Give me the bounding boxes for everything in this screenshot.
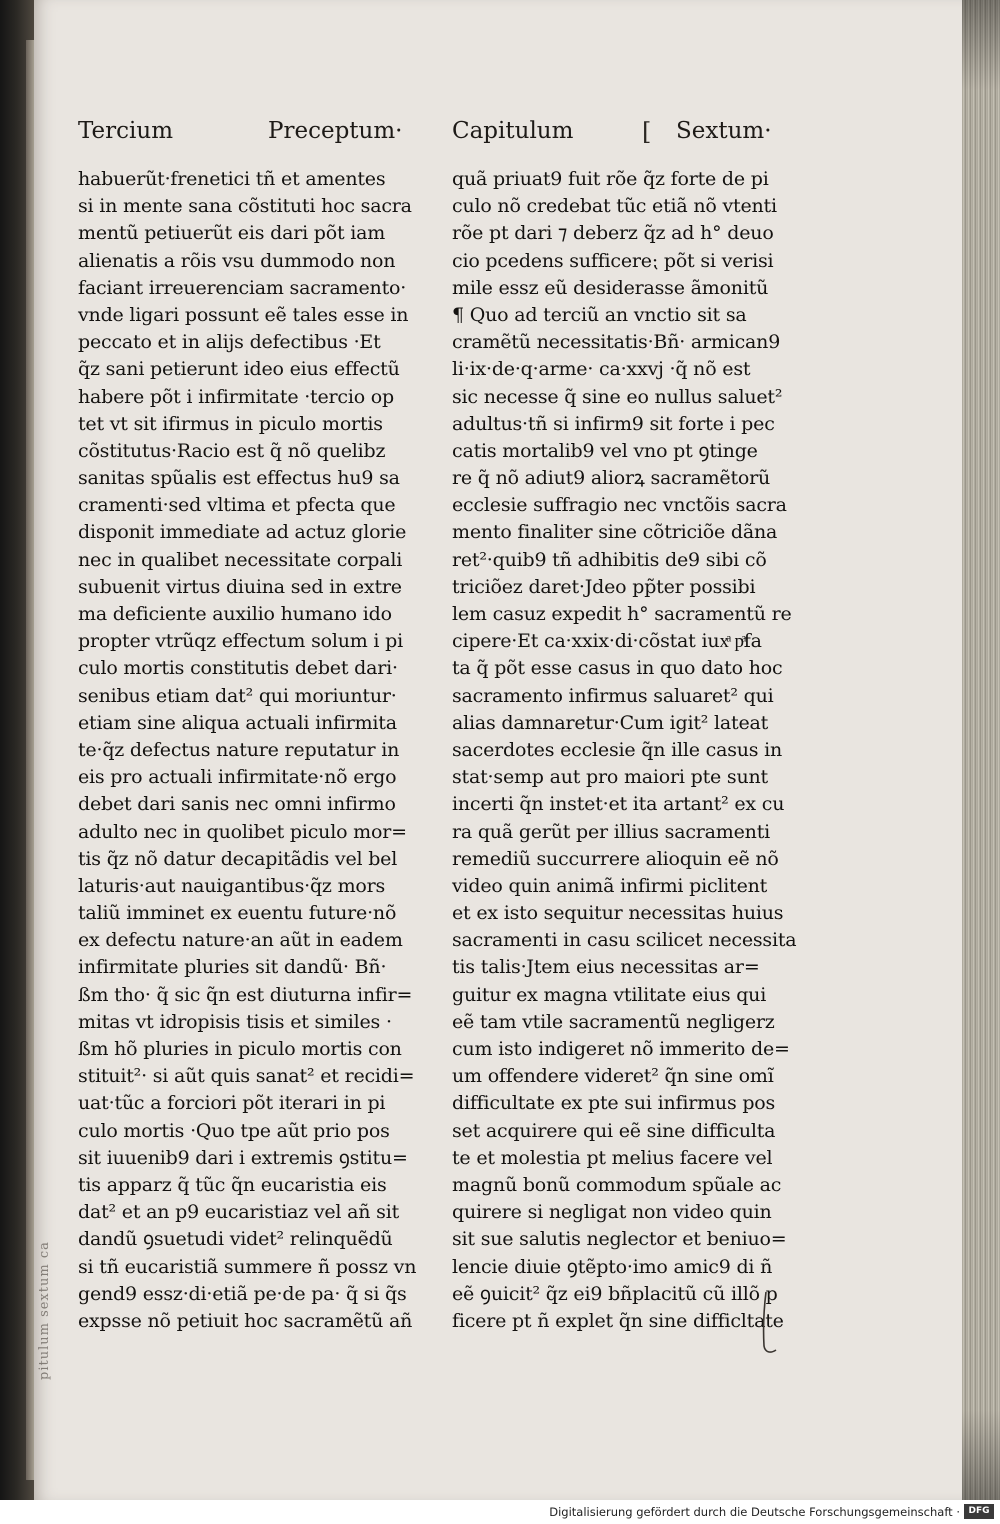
text-line: video quin animã infirmi piclitent — [452, 874, 768, 897]
text-line: debet dari sanis nec omni infirmo — [78, 793, 396, 816]
text-line: ficere pt ñ explet q̃n sine difficltate — [452, 1309, 784, 1332]
previous-page-bleed-text: pitulum sextum ca — [37, 1241, 52, 1380]
text-line: tis apparz q̃ tũc q̃n eucaristia eis — [78, 1173, 387, 1196]
text-line: habuerũt·frenetici tñ et amentes — [78, 168, 386, 190]
text-line: difficultate ex pte sui infirmus pos — [452, 1092, 776, 1115]
digitization-footer — [0, 1500, 1000, 1524]
text-line: sacramento infirmus saluaret² qui — [452, 684, 774, 707]
text-line: dat² et an p9 eucaristiaz vel añ sit — [78, 1201, 400, 1224]
text-line: habere põt i infirmitate ·tercio op — [78, 385, 395, 408]
text-line: ßm tho· q̃ sic q̃n est diuturna infir= — [78, 983, 413, 1006]
text-line: expsse nõ petiuit hoc sacramẽtũ añ — [78, 1309, 413, 1332]
text-line: culo mortis constitutis debet dari· — [78, 657, 398, 680]
text-line: q̃z sani petierunt ideo eius effectũ — [78, 358, 400, 381]
text-line: te·q̃z defectus nature reputatur in — [78, 738, 400, 761]
text-line: rõe pt dari ⁊ deberz q̃z ad h° deuo — [452, 222, 774, 245]
text-line: taliũ imminet ex euentu future·nõ — [78, 902, 397, 925]
running-head — [0, 112, 1000, 152]
text-line: sacramenti in casu scilicet necessita — [452, 929, 797, 952]
text-line: lencie diuie ꝯtẽpto·imo amic9 di ñ — [452, 1255, 773, 1278]
text-line: eis pro actuali infirmitate·nõ ergo — [78, 766, 397, 789]
text-line: cipere·Et ca·xxix·di·cõstat iuxͣ pͣfa — [452, 630, 762, 653]
text-line: li·ix·de·q·arme· ca·xxvj ·q̃ nõ est — [452, 358, 751, 381]
text-column-left — [78, 166, 417, 1335]
text-line: ra quã gerũt per illius sacramenti — [452, 820, 771, 843]
running-head-bracket: [ — [642, 118, 652, 146]
text-line: cramenti·sed vltima et pfecta que — [78, 494, 396, 517]
text-line: culo nõ credebat tũc etiã nõ vtenti — [452, 195, 777, 218]
text-line: nec in qualibet necessitate corpali — [78, 548, 403, 571]
text-line: cramẽtũ necessitatis·Bñ· armican9 — [452, 331, 781, 354]
text-line: um offendere videret² q̃n sine omĩ — [452, 1065, 774, 1088]
text-line: alias damnaretur·Cum igit² lateat — [452, 711, 769, 734]
text-line: laturis·aut nauigantibus·q̃z mors — [78, 874, 386, 897]
text-line: tet vt sit ifirmus in piculo mortis — [78, 412, 383, 435]
text-line: vnde ligari possunt eẽ tales esse in — [78, 303, 409, 326]
text-line: incerti q̃n instet·et ita artant² ex cu — [452, 793, 785, 816]
text-line: senibus etiam dat² qui moriuntur· — [78, 684, 397, 707]
text-line: uat·tũc a forciori põt iterari in pi — [78, 1092, 386, 1115]
page-stack-edge — [962, 0, 1000, 1500]
text-line: ex defectu nature·an aũt in eadem — [78, 929, 403, 952]
text-line: etiam sine aliqua actuali infirmita — [78, 711, 397, 734]
text-line: ret²·quib9 tñ adhibitis de9 sibi cõ — [452, 548, 767, 571]
running-head-sextum: Sextum· — [676, 118, 772, 144]
text-line: magnũ bonũ commodum spũale ac — [452, 1173, 782, 1196]
text-line: dandũ ꝯsuetudi videt² relinquẽdũ — [78, 1228, 393, 1251]
text-line: si tñ eucaristiã summere ñ possz vn — [78, 1255, 417, 1278]
text-line: gend9 essz·di·etiã pe·de pa· q̃ si q̃s — [78, 1282, 407, 1305]
text-line: mentũ petiuerũt eis dari põt iam — [78, 222, 386, 245]
text-line: sacerdotes ecclesie q̃n ille casus in — [452, 738, 783, 761]
text-line: ma deficiente auxilio humano ido — [78, 603, 392, 625]
text-line: alienatis a rõis vsu dummodo non — [78, 249, 396, 272]
text-line: mile essz eũ desiderasse ãmonitũ — [452, 276, 769, 299]
text-line: si in mente sana cõstituti hoc sacra — [78, 195, 412, 218]
text-line: eẽ tam vtile sacramentũ negligerz — [452, 1010, 775, 1033]
text-line: te et molestia pt melius facere vel — [452, 1146, 773, 1169]
text-line: cõstitutus·Racio est q̃ nõ quelibz — [78, 439, 386, 462]
text-line: sanitas spũalis est effectus hu9 sa — [78, 467, 400, 490]
text-line: sic necesse q̃ sine eo nullus saluet² — [452, 385, 783, 408]
text-line: sit iuuenib9 dari i extremis ꝯstitu= — [78, 1146, 408, 1169]
text-line: mitas vt idropisis tisis et similes · — [78, 1010, 392, 1033]
text-line: remediũ succurrere alioquin eẽ nõ — [452, 847, 779, 870]
text-line: cum isto indigeret nõ immerito de= — [452, 1038, 790, 1060]
text-line: ecclesie suffragio nec vnctõis sacra — [452, 494, 787, 517]
text-line: mento finaliter sine cõtriciõe dãna — [452, 521, 778, 544]
text-line: tis q̃z nõ datur decapitãdis vel bel — [78, 847, 398, 870]
text-line: disponit immediate ad actuz glorie — [78, 521, 407, 544]
text-line: triciõez daret·Jdeo pp̃ter possibi — [452, 575, 756, 598]
running-head-preceptum: Preceptum· — [268, 118, 403, 144]
text-line: eẽ ꝯuicit² q̃z ei9 bñplacitũ cũ illõ p — [452, 1282, 778, 1305]
text-line: tis talis·Jtem eius necessitas ar= — [452, 956, 760, 979]
text-line: lem casuz expedit h° sacramentũ re — [452, 603, 792, 625]
text-line: re q̃ nõ adiut9 aliorꝝ sacramẽtorũ — [452, 467, 771, 490]
text-line: et ex isto sequitur necessitas huius — [452, 902, 784, 925]
text-line: ta q̃ põt esse casus in quo dato hoc — [452, 657, 783, 680]
text-line: ßm hõ pluries in piculo mortis con — [78, 1038, 402, 1060]
text-line: infirmitate pluries sit dandũ· Bñ· — [78, 956, 387, 979]
footer-credit-text: Digitalisierung gefördert durch die Deutsche Forschungsgemeinschaft · — [549, 1505, 960, 1519]
text-line: cio pcedens sufficere⁏ põt si verisi — [452, 249, 774, 272]
text-line: stituit²· si aũt quis sanat² et recidi= — [78, 1065, 415, 1088]
text-line: adultus·tñ si infirm9 sit forte i pec — [452, 412, 775, 435]
text-line: catis mortalib9 vel vno pt ꝯtinge — [452, 439, 758, 462]
text-column-right — [452, 166, 797, 1335]
text-line: peccato et in alijs defectibus ·Et — [78, 331, 381, 354]
running-head-tercium: Tercium — [78, 118, 174, 144]
text-line: sit sue salutis neglector et beniuo= — [452, 1228, 787, 1251]
text-line: subuenit virtus diuina sed in extre — [78, 575, 402, 598]
text-line: set acquirere qui eẽ sine difficulta — [452, 1119, 776, 1142]
text-line: quã priuat9 fuit rõe q̃z forte de pi — [452, 168, 769, 190]
text-line: stat·semp aut pro maiori pte sunt — [452, 766, 768, 789]
running-head-capitulum: Capitulum — [452, 118, 574, 144]
text-line: ¶ Quo ad terciũ an vnctio sit sa — [452, 303, 747, 326]
text-line: quirere si negligat non video quin — [452, 1201, 772, 1224]
text-line: culo mortis ·Quo tpe aũt prio pos — [78, 1119, 390, 1142]
text-line: faciant irreuerenciam sacramento· — [78, 276, 407, 299]
handwritten-mark-icon — [760, 1288, 780, 1358]
text-line: propter vtrũqz effectum solum i pi — [78, 630, 403, 653]
text-line: adulto nec in quolibet piculo mor= — [78, 820, 407, 843]
text-line: guitur ex magna vtilitate eius qui — [452, 983, 767, 1006]
dfg-logo: DFG — [964, 1504, 994, 1519]
